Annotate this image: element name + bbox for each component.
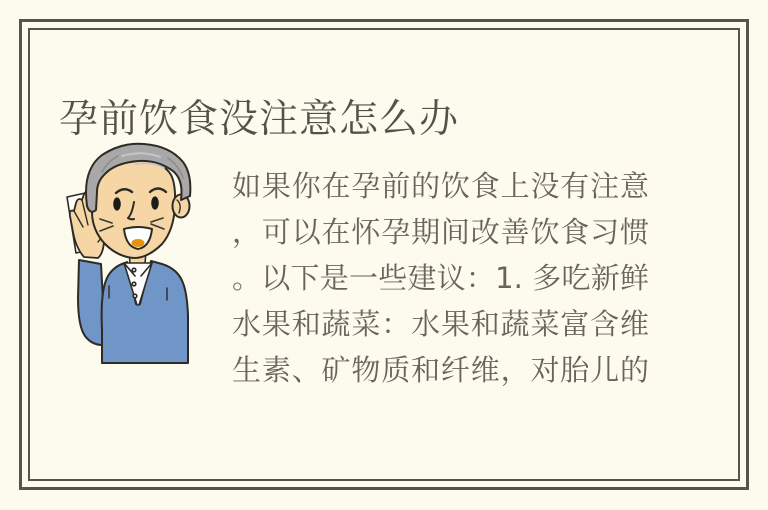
- eye-right: [151, 196, 159, 209]
- body-text-line: 生素、矿物质和纤维，对胎儿的: [232, 353, 649, 387]
- body-text-line: 。以下是一些建议：1. 多吃新鲜: [232, 261, 649, 295]
- article-body: [232, 163, 649, 393]
- body-text-line: ，可以在怀孕期间改善饮食习惯: [232, 215, 649, 249]
- body-text-line: 如果你在孕前的饮食上没有注意: [232, 169, 649, 203]
- elderly-man-illustration: [50, 130, 225, 370]
- body-text-line: 水果和蔬菜：水果和蔬菜富含维: [232, 307, 649, 341]
- eye-left: [113, 197, 121, 210]
- article-title: 孕前饮食没注意怎么办: [59, 97, 460, 143]
- tongue: [132, 239, 145, 247]
